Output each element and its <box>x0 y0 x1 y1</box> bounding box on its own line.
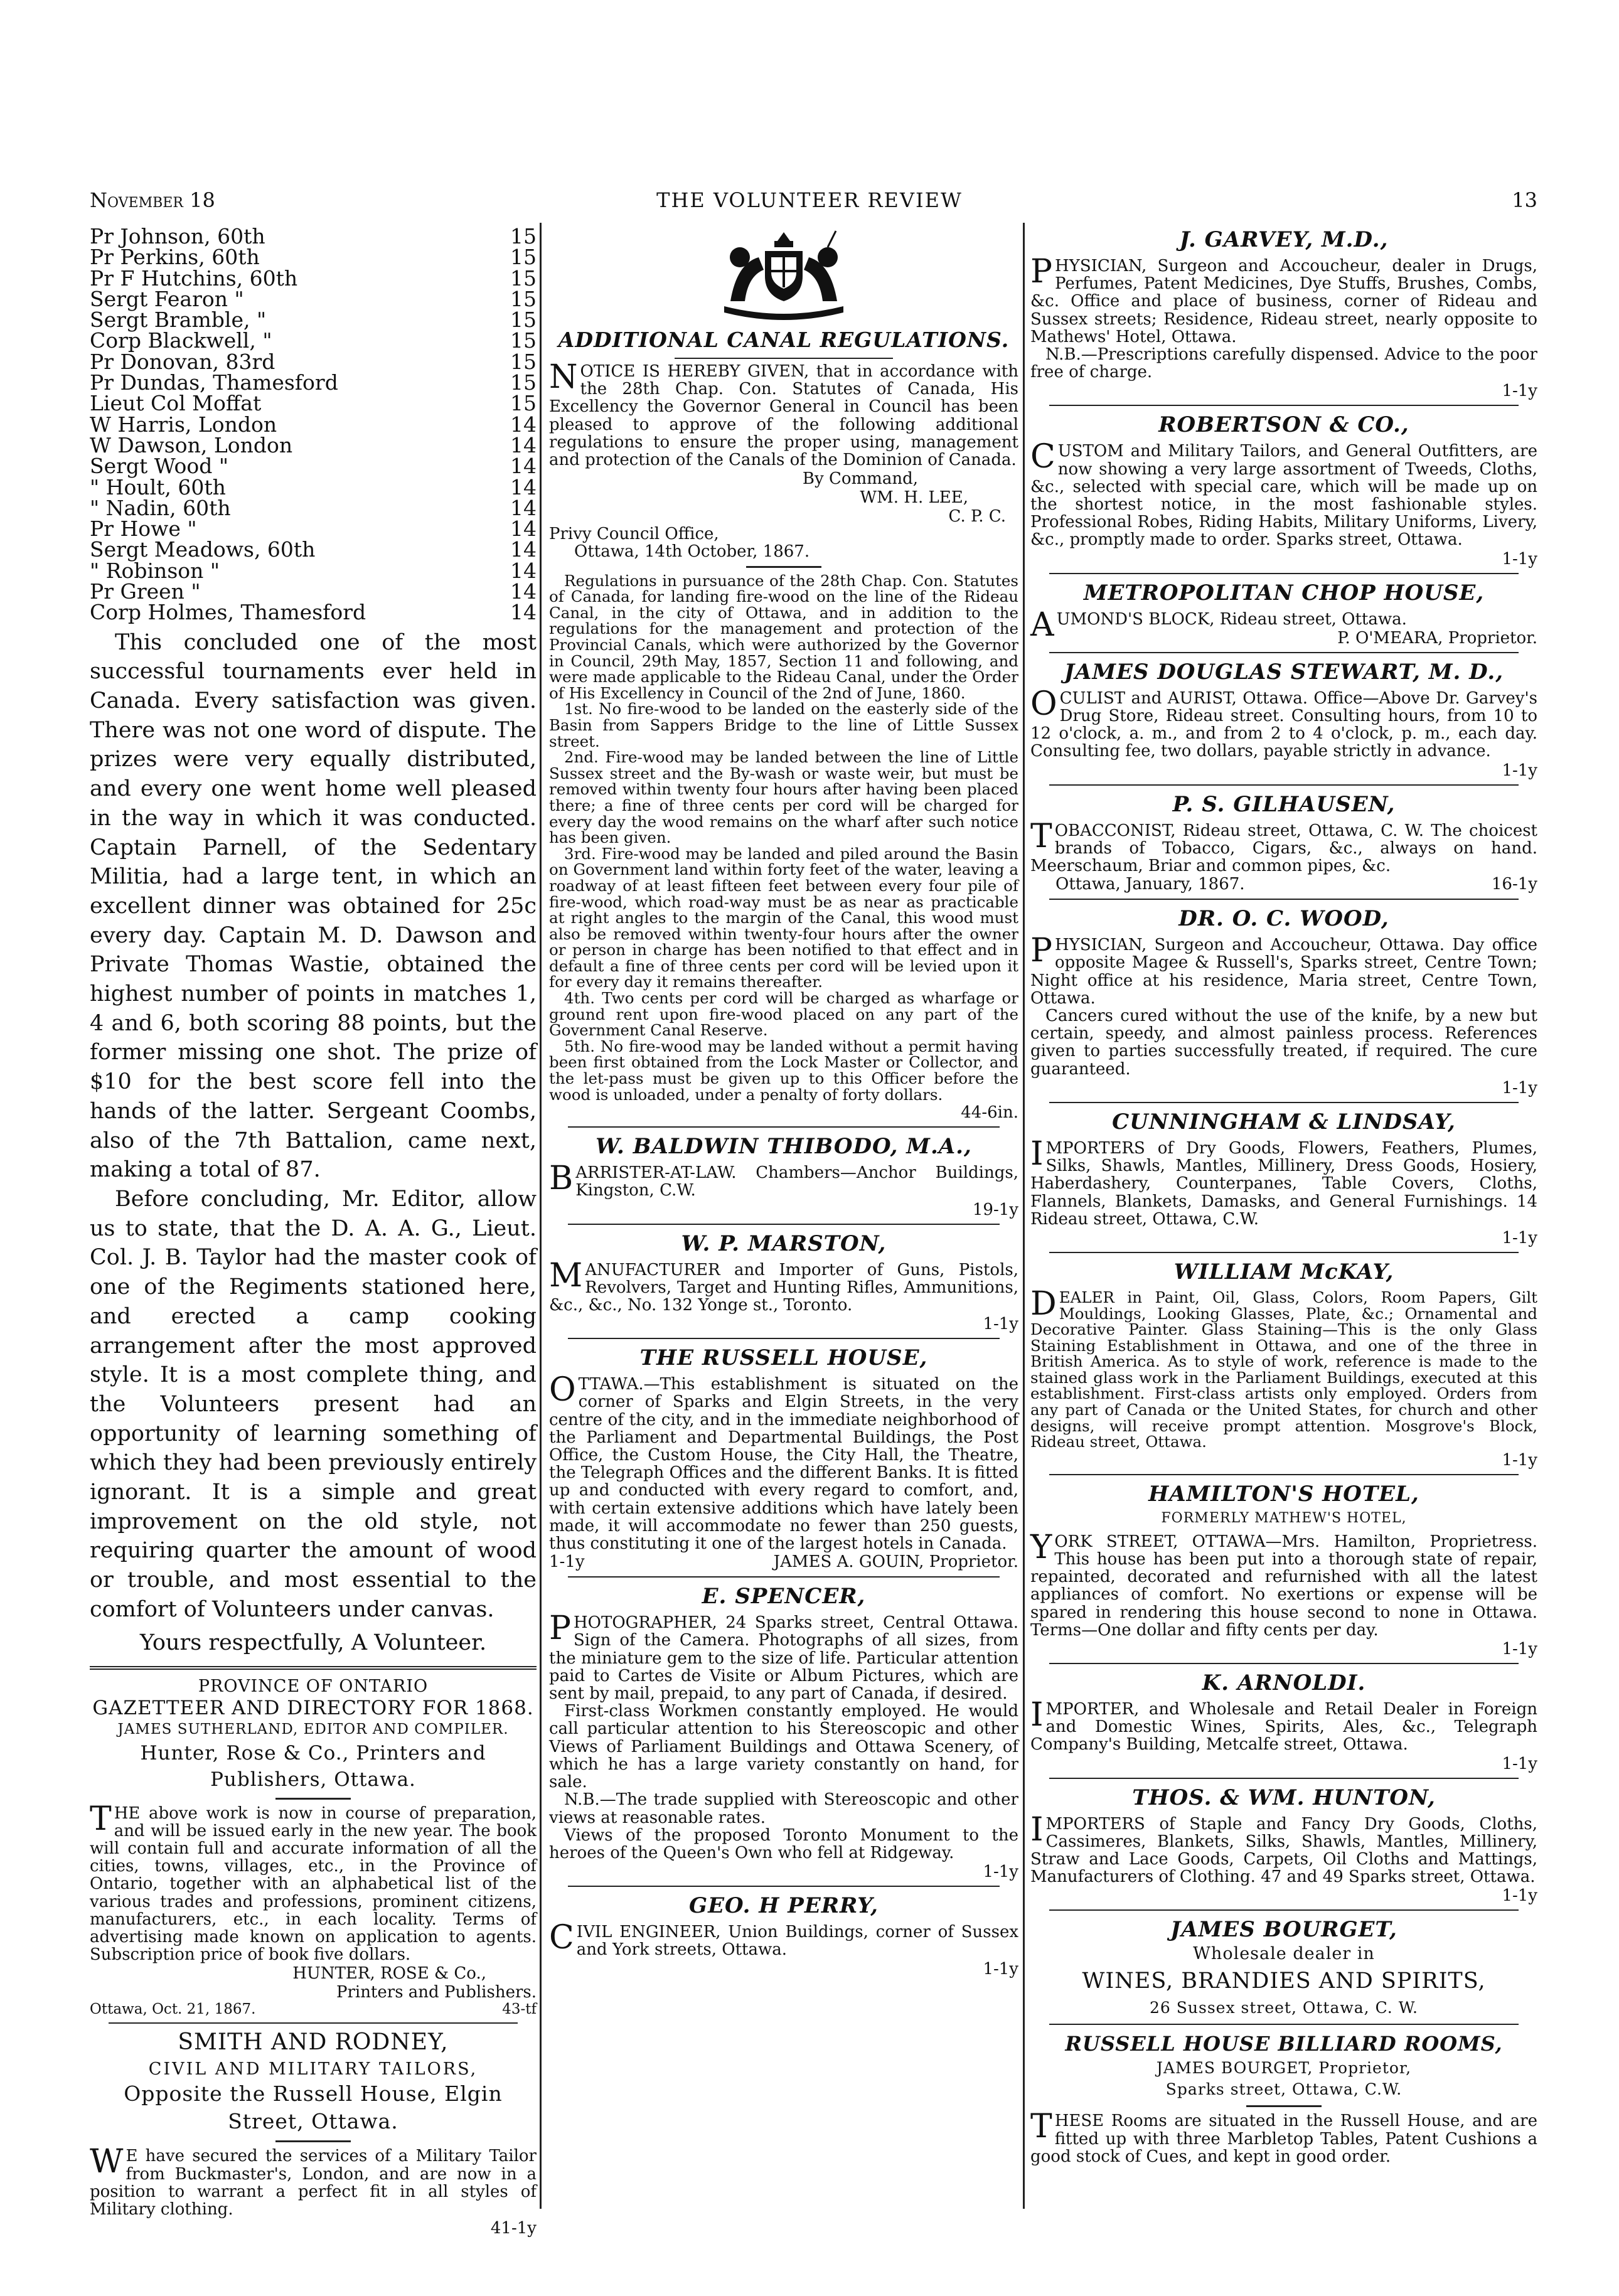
ad-body: CUSTOM and Military Tailors, and General Outfitters, are now showing a very large assortment of Tweeds, Cloths, &c., selected with special care, which will be made up on the shortest notice, in the most fashionable styles. Professional Robes, Riding Habits, Military Uniforms, Livery, &c., promptly made to order. Sparks street, Ottawa. <box>1030 438 1537 550</box>
column-1 <box>90 226 537 2241</box>
ad-body: OCULIST and AURIST, Ottawa. Office—Above Dr. Garvey's Drug Store, Rideau street. Consulting hours, from 10 to 12 o'clock, a. m., and from 2 to 4 o'clock, p. m., each day. Consulting fee, two dollars, payable strictly in advance. <box>1030 685 1537 761</box>
hamilton-ad <box>1030 1480 1537 1658</box>
ad-heading: THOS. & WM. HUNTON, <box>1132 1785 1436 1810</box>
ad-heading: W. BALDWIN THIBODO, M.A., <box>596 1134 972 1160</box>
canal-office-date: Ottawa, 14th October, 1867. <box>574 542 810 562</box>
divider <box>1049 1778 1519 1779</box>
competitor-score: 15 <box>510 391 537 416</box>
ad-code: 1-1y <box>1502 1078 1537 1097</box>
score-row <box>90 560 537 581</box>
canal-rule-1: 1st. No fire-wood to be landed on the easterly side of the Basin from Sappers Bridge to the line of Little Sussex street. <box>549 700 1018 750</box>
ad-code: 1-1y <box>549 1552 585 1572</box>
divider <box>568 1224 1000 1225</box>
ad-heading: JAMES DOUGLAS STEWART, M. D., <box>1064 659 1504 685</box>
ad-heading: CUNNINGHAM & LINDSAY, <box>1112 1109 1456 1135</box>
canal-rule-3: 3rd. Fire-wood may be landed and piled around the Basin on Government land within forty feet of the water, leaving a roadway of at least fifteen feet between every four pile of fire-wood, which road-way must be as near as practicable at right angles to the margin of the Canal, this wood must also be removed within twenty-four hours after the owner or person in charge has been notified to that effect and in default a fine of three cents per cord will be levied upon it for every day it remains thereafter. <box>549 844 1018 991</box>
competitor-name: Sergt Bramble, " <box>90 307 267 333</box>
canal-title: ADDITIONAL CANAL REGULATIONS. <box>558 328 1010 352</box>
ad-code: 19-1y <box>972 1200 1018 1219</box>
ad-code: 1-1y <box>1502 1886 1537 1906</box>
ad-body: PHYSICIAN, Surgeon and Accoucheur, Ottawa. Day office opposite Magee & Russell's, Sparks street, Centre Town; Night office at his residence, Maria street, Centre Town, Ottawa. <box>1030 932 1537 1008</box>
wood-ad <box>1030 905 1537 1097</box>
competitor-score: 14 <box>510 432 537 457</box>
ad-heading: K. ARNOLDI. <box>1202 1670 1366 1696</box>
score-row <box>90 245 537 270</box>
competitor-score: 15 <box>510 224 537 248</box>
letter-paragraph-2: Before concluding, Mr. Editor, allow us to state, that the D. A. A. G., Lieut. Col. J. B. Taylor had the master cook of one of the Regiments stationed here, and erected a camp cooking arrangement after the most approved style. It is a most complete thing, and the Volunteers present had an opportunity of learning something of which they had been previously entirely ignorant. It is a simple and great improvement on the old style, not requiring quarter the amount of wood or trouble, and most essential to the comfort of Volunteers under canvas. <box>90 1187 537 1622</box>
ad-code: 1-1y <box>1502 1450 1537 1470</box>
canal-office: Privy Council Office, <box>549 525 719 544</box>
ad-subheading: CIVIL AND MILITARY TAILORS, <box>148 2059 478 2080</box>
ad-code: 1-1y <box>1502 549 1537 569</box>
score-row <box>90 265 537 291</box>
column-3 <box>1030 226 1537 2169</box>
ad-heading: WILLIAM McKAY, <box>1173 1259 1394 1284</box>
competitor-name: Pr Johnson, 60th <box>90 224 265 248</box>
divider <box>275 2140 351 2142</box>
ad-signature: Printers and Publishers. <box>336 1983 537 2002</box>
competitor-name: Sergt Meadows, 60th <box>90 537 316 562</box>
ad-code: 1-1y <box>1502 1640 1537 1659</box>
score-row <box>90 414 537 435</box>
ad-heading: E. SPENCER, <box>702 1584 866 1610</box>
ad-heading: THE RUSSELL HOUSE, <box>639 1345 928 1371</box>
competitor-name: Pr Green " <box>90 579 201 604</box>
ad-proprietor: P. O'MEARA, Proprietor. <box>1337 628 1537 648</box>
competitor-score: 15 <box>510 370 537 395</box>
spencer-ad <box>549 1583 1018 1881</box>
score-row <box>90 393 537 414</box>
ad-body: THESE Rooms are situated in the Russell House, and are fitted up with three Marbletop Tables, Patent Cushions a good stock of Cues, and kept in good order. <box>1030 2108 1537 2166</box>
ad-body: AUMOND'S BLOCK, Rideau street, Ottawa. <box>1030 606 1407 644</box>
bourget-ad <box>1030 1916 1537 2019</box>
ad-footer <box>1030 875 1537 894</box>
ad-footer <box>90 2001 537 2017</box>
ad-body: BARRISTER-AT-LAW. Chambers—Anchor Buildings, Kingston, C.W. <box>549 1160 1018 1200</box>
ad-publishers: Hunter, Rose & Co., Printers and Publishers, Ottawa. <box>140 1741 486 1791</box>
competitor-name: W Dawson, London <box>90 432 293 457</box>
ad-body: IMPORTERS of Staple and Fancy Dry Goods, Cloths, Cassimeres, Blankets, Silks, Shawls, Mantles, Millinery, Straw and Lace Goods, Carpets, Oil Cloths and Mattings, Manufacturers of Clothing. 47 and 49 Sparks street, Ottawa. <box>1030 1810 1537 1887</box>
stewart-ad <box>1030 658 1537 779</box>
ad-body: N.B.—Prescriptions carefully dispensed. Advice to the poor free of charge. <box>1030 345 1537 382</box>
score-row <box>90 226 537 247</box>
billiard-rooms-ad <box>1030 2030 1537 2165</box>
ad-signature: HUNTER, ROSE & Co., <box>292 1964 486 1984</box>
gazetteer-ad <box>90 1676 537 2018</box>
divider <box>568 1126 1000 1128</box>
divider <box>746 566 821 568</box>
ad-code: 44-6in. <box>961 1103 1018 1123</box>
divider <box>1049 1102 1519 1103</box>
competitor-name: Pr Donovan, 83rd <box>90 349 275 374</box>
canal-rule-2: 2nd. Fire-wood may be landed between the line of Little Sussex street and the By-wash or waste weir, but must be removed within twenty four hours after having been placed there; a fine of three cents per cord will be charged for every day the wood remains on the wharf after such notice has been given. <box>549 748 1018 847</box>
royal-coat-of-arms-icon <box>712 226 856 320</box>
ad-heading: GEO. H PERRY, <box>689 1893 879 1919</box>
ad-code: 1-1y <box>1502 761 1537 780</box>
competitor-name: Pr Dundas, Thamesford <box>90 370 338 395</box>
divider <box>568 1886 1000 1887</box>
score-row <box>90 286 537 311</box>
ad-body: TOBACCONIST, Rideau street, Ottawa, C. W. The choicest brands of Tobacco, Cigars, &c., always on hand. Meerschaum, Briar and common pipes, &c. <box>1030 817 1537 876</box>
divider <box>1246 2105 1322 2107</box>
russell-house-ad <box>549 1344 1018 1571</box>
ad-body: N.B.—The trade supplied with Stereoscopic and other views at reasonable rates. <box>549 1790 1018 1827</box>
hunton-ad <box>1030 1784 1537 1905</box>
ad-footer <box>549 1552 1018 1571</box>
ad-body: THE above work is now in course of preparation, and will be issued early in the new year. The book will contain full and accurate information of all the cities, towns, villages, etc., in the Province of Ontario, together with an alphabetical list of the various trades and professions, prominent citizens, manufacturers, etc., in each locality. Terms of advertising made known on application to agents. Subscription price of book five dollars. <box>90 1800 537 1965</box>
ad-heading: JAMES BOURGET, <box>1170 1917 1397 1943</box>
ad-subheading: FORMERLY MATHEW'S HOTEL, <box>1161 1510 1407 1526</box>
ad-heading: W. P. MARSTON, <box>681 1231 887 1256</box>
competitor-name: Lieut Col Moffat <box>90 391 262 416</box>
cunningham-ad <box>1030 1108 1537 1247</box>
competitor-score: 15 <box>510 328 537 353</box>
ad-code: 1-1y <box>1502 1754 1537 1773</box>
ad-heading: HAMILTON'S HOTEL, <box>1148 1481 1419 1507</box>
garvey-ad <box>1030 226 1537 400</box>
perry-ad <box>549 1892 1018 1977</box>
competitor-name: Pr Perkins, 60th <box>90 245 260 270</box>
ad-body: PHOTOGRAPHER, 24 Sparks street, Central Ottawa. Sign of the Camera. Photographs of all sizes, from the miniature gem to the size of life. Particular attention paid to Cartes de Visite or Album Pictures, which are sent by mail, prepaid, to any part of Canada, if desired. <box>549 1610 1018 1704</box>
score-row <box>90 581 537 602</box>
competitor-score: 14 <box>510 537 537 562</box>
ad-heading: METROPOLITAN CHOP HOUSE, <box>1083 580 1485 606</box>
ad-body: MANUFACTURER and Importer of Guns, Pistols, Revolvers, Target and Hunting Rifles, Ammunitions, &c., &c., No. 132 Yonge st., Toronto. <box>549 1256 1018 1315</box>
competitor-name: Sergt Wood " <box>90 454 228 479</box>
ad-body: Views of the proposed Toronto Monument to the heroes of the Queen's Own who fell at Ridgeway. <box>549 1825 1018 1862</box>
masthead-title: THE VOLUNTEER REVIEW <box>656 188 963 212</box>
ad-body: YORK STREET, OTTAWA—Mrs. Hamilton, Proprietress. This house has been put into a thorough state of repair, repainted, decorated and refurnished with all the latest appliances of comfort. No exertions or expense will be spared in rendering this house second to none in Ottawa. Terms—One dollar and fifty cents per day. <box>1030 1528 1537 1640</box>
ad-heading: RUSSELL HOUSE BILLIARD ROOMS, <box>1065 2032 1503 2056</box>
canal-regulations-preamble: Regulations in pursuance of the 28th Chap. Con. Statutes of Canada, for landing fire-wood on the line of the Rideau Canal, in the city of Ottawa, and in addition to the regulations for the management and protection of the Provincial Canals, which were authorized by the Governor in Council, 29th May, 1857, Section 11 and following, and were made applicable to the Rideau Canal, under the Order of His Excellency in Council of the 2nd of June, 1860. <box>549 571 1018 702</box>
ad-editor: JAMES SUTHERLAND, EDITOR AND COMPILER. <box>117 1721 509 1738</box>
score-row <box>90 474 537 499</box>
ad-heading: SMITH AND RODNEY, <box>178 2029 449 2056</box>
competitor-score: 15 <box>510 349 537 374</box>
ad-body: DEALER in Paint, Oil, Glass, Colors, Room Papers, Gilt Mouldings, Looking Glasses, Plate, &c.; Ornamental and Decorative Painter. Glass Staining—This is the only Glass Staining Establishment in Ottawa, and one of the three in British America. As to style of work, reference is made to the stained glass work in the Parliament Buildings, executed at this establishment. First-class artists only employed. Orders from any part of Canada or the United States, for church and other designs, will receive prompt attention. Mosgrove's Block, Rideau street, Ottawa. <box>1030 1284 1537 1451</box>
ad-heading: PROVINCE OF ONTARIO <box>198 1676 429 1696</box>
competitor-name: Pr F Hutchins, 60th <box>90 265 298 291</box>
column-divider-2 <box>1023 223 1025 2209</box>
ad-subheading: Wholesale dealer in <box>1193 1944 1375 1964</box>
competitor-score: 14 <box>510 412 537 437</box>
chop-house-ad <box>1030 579 1537 647</box>
ad-body: First-class Workmen constantly employed. He would call particular attention to his Stereoscopic and other Views of Parliament Buildings and Ottawa Scenery, of which he has a large variety constantly on hand, for sale. <box>549 1702 1018 1792</box>
divider <box>568 1576 1000 1578</box>
competitor-name: " Nadin, 60th <box>90 495 231 520</box>
ad-proprietor: JAMES A. GOUIN, Proprietor. <box>773 1552 1018 1572</box>
ad-code: 1-1y <box>983 1315 1018 1334</box>
letter-paragraph-1: This concluded one of the most successful tournaments ever held in Canada. Every satisfaction was given. There was not one word of dispute. The prizes were very equally distributed, and every one went home well pleased in the way in which it was conducted. Captain Parnell, of the Sedentary Militia, had a large tent, in which an excellent dinner was obtained for 25c every day. Captain M. D. Dawson and Private Thomas Wastie, obtained the highest number of points in matches 1, 4 and 6, both scoring 88 points, but the former missing one shot. The prize of $10 for the best score fell into the hands of the latter. Sergeant Coombs, also of the 7th Battalion, came next, making a total of 87. <box>90 629 537 1183</box>
column-divider-1 <box>540 223 542 2209</box>
canal-signer-title: C. P. C. <box>948 507 1006 526</box>
divider <box>1049 573 1519 574</box>
robertson-ad <box>1030 411 1537 567</box>
score-row <box>90 454 537 479</box>
score-row <box>90 495 537 520</box>
divider <box>1049 2024 1519 2025</box>
ad-code: 1-1y <box>1502 382 1537 401</box>
ad-heading-large: WINES, BRANDIES AND SPIRITS, <box>1082 1968 1486 1994</box>
ad-heading: J. GARVEY, M.D., <box>1179 227 1389 252</box>
mckay-ad <box>1030 1258 1537 1469</box>
competitor-score: 14 <box>510 454 537 479</box>
score-row <box>90 600 537 625</box>
ad-address: Opposite the Russell House, Elgin Street, Ottawa. <box>124 2081 503 2134</box>
ad-body: CIVIL ENGINEER, Union Buildings, corner of Sussex and York streets, Ottawa. <box>549 1919 1018 1960</box>
score-row <box>90 307 537 333</box>
divider <box>275 1798 351 1800</box>
score-list <box>90 226 537 623</box>
canal-by-command: By Command, <box>802 469 918 489</box>
ad-code: 1-1y <box>983 1862 1018 1882</box>
competitor-name: Sergt Fearon " <box>90 286 244 311</box>
divider <box>1049 899 1519 900</box>
ad-code: 43-tf <box>502 2001 537 2018</box>
ad-date: Ottawa, Oct. 21, 1867. <box>90 2001 256 2018</box>
competitor-name: W Harris, London <box>90 412 277 437</box>
canal-rule-5: 5th. No fire-wood may be landed without a permit having been first obtained from the Lock Master or Collector, and the let-pass must be given up to this Officer before the wood is unloaded, under a penalty of forty dollars. <box>549 1037 1018 1104</box>
ad-body: IMPORTERS of Dry Goods, Flowers, Feathers, Plumes, Silks, Shawls, Mantles, Millinery, Dress Goods, Hosiery, Haberdashery, Counterpanes, Table Covers, Cloths, Flannels, Blankets, Damasks, and General Furnishings. 14 Rideau street, Ottawa, C.W. <box>1030 1135 1537 1229</box>
ad-body: OTTAWA.—This establishment is situated on the corner of Sparks and Elgin Streets, in the very centre of the city, and in the immediate neighborhood of the Parliament and Departmental Buildings, the Post Office, the Custom House, the City Hall, the Theatre, the Telegraph Offices and the different Banks. It is fitted up and conducted with every regard to comfort, and, with certain extensive additions which have lately been made, it will accommodate no fewer than 250 guests, thus constituting it one of the largest hotels in Canada. <box>549 1371 1018 1554</box>
competitor-score: 15 <box>510 307 537 333</box>
ad-code: 1-1y <box>1502 1228 1537 1247</box>
competitor-score: 15 <box>510 286 537 311</box>
score-row <box>90 372 537 393</box>
canal-notice: NOTICE IS HEREBY GIVEN, that in accordance with the 28th Chap. Con. Statutes of Canada, His Excellency the Governor General in Council has been pleased to approve of the following additional regulations to ensure the proper using, management and protection of the Canals of the Dominion of Canada. <box>549 358 1018 470</box>
ad-subheading: JAMES BOURGET, Proprietor, <box>1156 2059 1412 2078</box>
competitor-name: Corp Holmes, Thamesford <box>90 600 366 625</box>
ad-address: 26 Sussex street, Ottawa, C. W. <box>1150 1999 1418 2017</box>
competitor-score: 14 <box>510 558 537 583</box>
score-row <box>90 432 537 457</box>
thibodo-ad <box>549 1133 1018 1218</box>
ad-body: IMPORTER, and Wholesale and Retail Dealer in Foreign and Domestic Wines, Spirits, Ales, &c., Telegraph Company's Building, Metcalfe street, Ottawa. <box>1030 1696 1537 1754</box>
arnoldi-ad <box>1030 1669 1537 1773</box>
divider <box>109 2022 518 2024</box>
ad-heading: GAZETTEER AND DIRECTORY FOR 1868. <box>92 1696 534 1719</box>
canal-signer: WM. H. LEE, <box>860 488 968 508</box>
ad-heading: DR. O. C. WOOD, <box>1178 906 1389 932</box>
competitor-name: " Hoult, 60th <box>90 474 226 499</box>
marston-ad <box>549 1230 1018 1333</box>
ad-code: 41-1y <box>490 2219 537 2238</box>
divider <box>1049 1663 1519 1664</box>
ad-body: Cancers cured without the use of the knife, by a new but certain, speedy, and almost painless process. References given to parties successfully treated, if required. The cure guaranteed. <box>1030 1007 1537 1079</box>
ad-heading: P. S. GILHAUSEN, <box>1172 791 1396 817</box>
section-rule <box>90 1666 537 1670</box>
ad-code: 16-1y <box>1491 875 1537 894</box>
letter-signoff: Yours respectfully, A Volunteer. <box>139 1630 487 1655</box>
column-2 <box>549 226 1018 1982</box>
ad-heading: ROBERTSON & CO., <box>1158 412 1409 438</box>
divider <box>1049 1252 1519 1253</box>
smith-rodney-ad <box>90 2029 537 2237</box>
divider <box>1049 405 1519 406</box>
ad-body: WE have secured the services of a Military Tailor from Buckmaster's, London, and are now in a position to warrant a perfect fit in all styles of Military clothing. <box>90 2143 537 2219</box>
competitor-score: 15 <box>510 245 537 270</box>
ad-body: PHYSICIAN, Surgeon and Accoucheur, dealer in Drugs, Perfumes, Patent Medicines, Dye Stuffs, Brushes, Combs, &c. Office and place of business, corner of Rideau and Sussex streets; Residence, Rideau street, nearly opposite to Mathews' Hotel, Ottawa. <box>1030 253 1537 346</box>
competitor-score: 14 <box>510 495 537 520</box>
ad-date: Ottawa, January, 1867. <box>1055 875 1245 894</box>
ad-code: 1-1y <box>983 1959 1018 1978</box>
gilhausen-ad <box>1030 791 1537 894</box>
divider <box>1049 652 1519 653</box>
competitor-name: Corp Blackwell, " <box>90 328 272 353</box>
issue-date: November 18 <box>90 188 215 212</box>
competitor-score: 14 <box>510 579 537 604</box>
divider <box>1049 1909 1519 1911</box>
competitor-score: 14 <box>510 600 537 625</box>
divider <box>568 1338 1000 1339</box>
canal-rule-4: 4th. Two cents per cord will be charged as wharfage or ground rent upon fire-wood placed on any part of the Government Canal Reserve. <box>549 989 1018 1040</box>
competitor-score: 14 <box>510 516 537 542</box>
competitor-name: Pr Howe " <box>90 516 197 542</box>
score-row <box>90 330 537 351</box>
page-number: 13 <box>1512 188 1537 212</box>
competitor-name: " Robinson " <box>90 558 220 583</box>
competitor-score: 14 <box>510 474 537 499</box>
divider <box>1049 784 1519 786</box>
score-row <box>90 351 537 372</box>
divider <box>675 358 893 359</box>
ad-address: Sparks street, Ottawa, C.W. <box>1165 2080 1403 2099</box>
competitor-score: 15 <box>510 265 537 291</box>
divider <box>1049 1474 1519 1475</box>
score-row <box>90 516 537 542</box>
score-row <box>90 539 537 560</box>
